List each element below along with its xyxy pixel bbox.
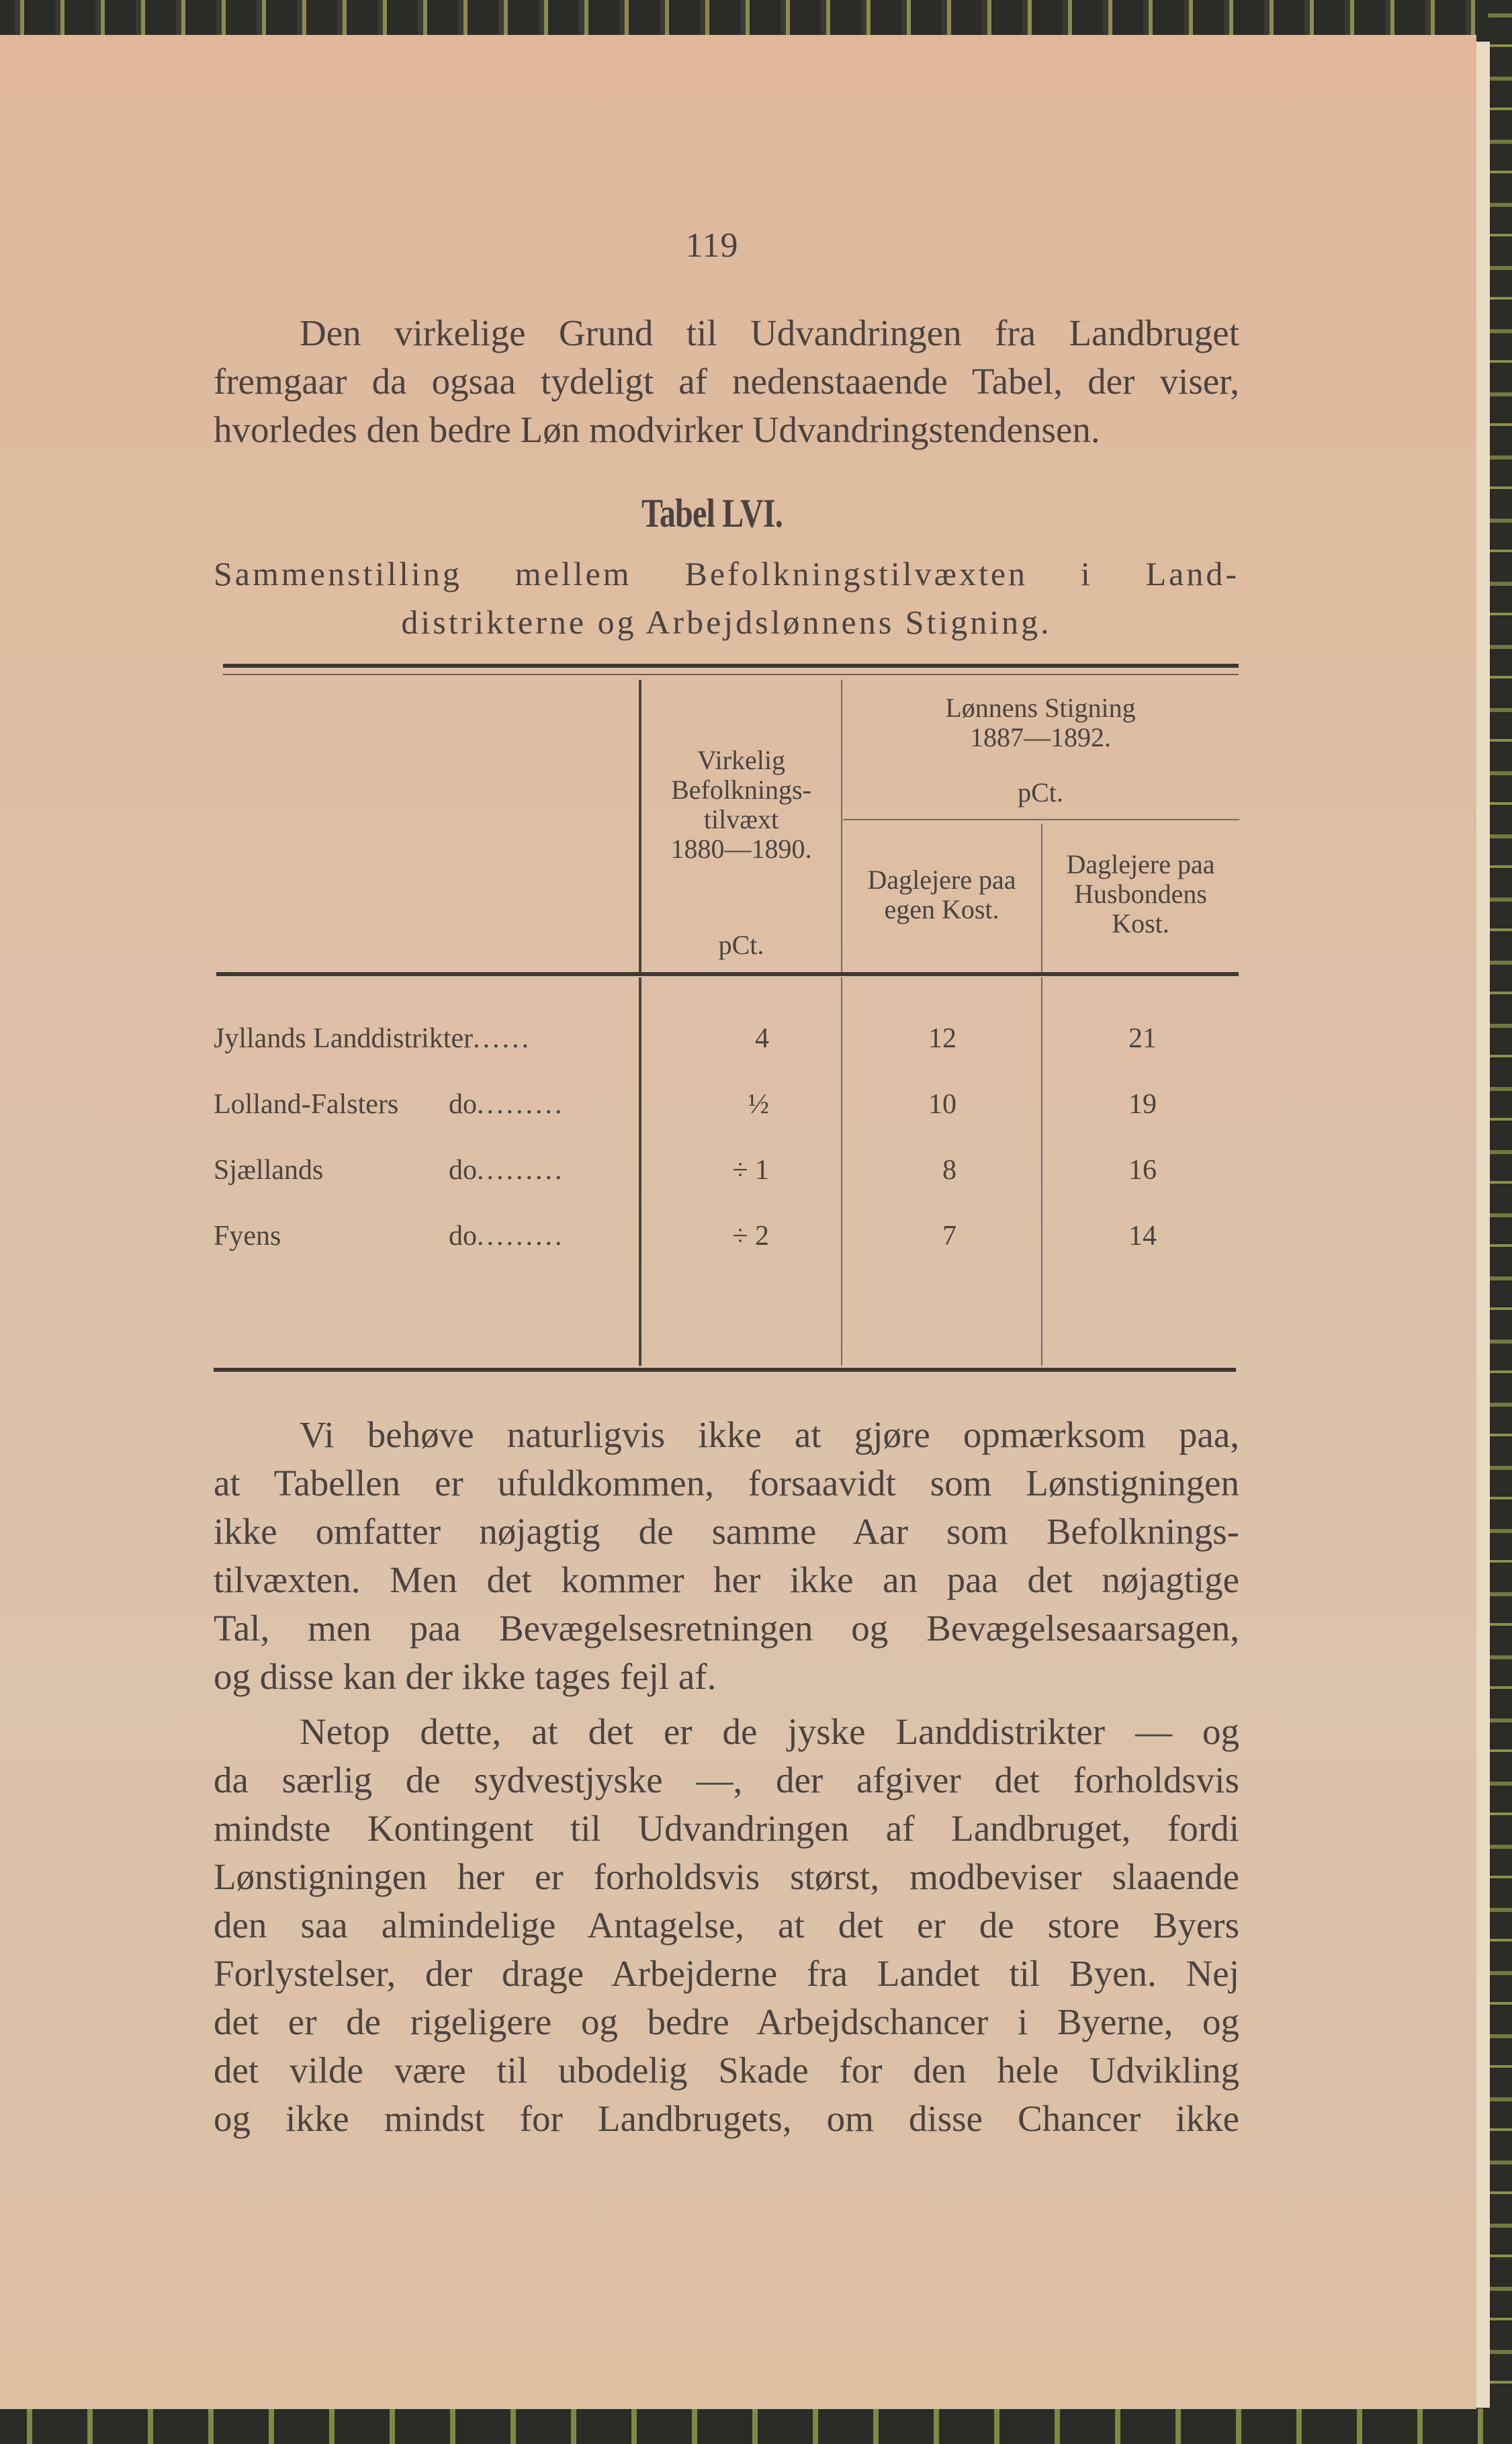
header-wage-own	[842, 865, 1041, 924]
cell-wage-master: 21	[1128, 1023, 1157, 1054]
header-text: Kost.	[1112, 908, 1169, 939]
header-text: 1887—1892.	[970, 722, 1111, 752]
wage-group-rule	[843, 819, 1239, 820]
text-line: at Tabellen er ufuldkommen, forsaavidt som Lønstigningen	[214, 1463, 1239, 1503]
header-population	[641, 746, 841, 864]
region-name: Sjællands	[214, 1155, 324, 1186]
paragraph-2	[214, 1411, 1239, 1701]
region-name: Lolland-Falsters	[214, 1089, 399, 1120]
text-line: den saa almindelige Antagelse, at det er de store Byers	[214, 1905, 1239, 1946]
text-line: og disse kan der ikke tages fejl af.	[214, 1656, 717, 1697]
header-text: Husbondens	[1074, 879, 1207, 909]
page-number: 119	[685, 226, 739, 265]
text-line: da særlig de sydvestjyske —, der afgiver det forholdsvis	[214, 1759, 1239, 1800]
text-line: Vi behøve naturligvis ikke at gjøre opmærksom paa,	[300, 1414, 1239, 1455]
header-text: 1880—1890.	[670, 834, 812, 864]
book-cover-bottom	[0, 2408, 1512, 2444]
table-bottom-rule	[214, 1368, 1236, 1372]
row-label	[214, 1154, 630, 1186]
header-population-unit: pCt.	[718, 930, 764, 960]
cell-population: 4	[755, 1023, 769, 1054]
header-text: tilvæxt	[703, 804, 779, 834]
text-line: tilvæxten. Men det kommer her ikke an paa det nøjagtige	[214, 1559, 1239, 1600]
header-text: egen Kost.	[884, 894, 999, 924]
header-bottom-rule	[216, 972, 1239, 976]
region-name: Jyllands Landdistrikter	[214, 1023, 474, 1054]
text-line: Tal, men paa Bevægelsesretningen og Bevægelsesaarsagen,	[214, 1608, 1239, 1649]
header-wage-unit: pCt.	[1018, 777, 1063, 808]
dot-leader: .........	[477, 1155, 565, 1186]
text-line: det vilde være til ubodelig Skade for den hele Udvikling	[214, 2050, 1239, 2091]
caption-line: distrikterne og Arbejdslønnens Stigning.	[401, 603, 1052, 641]
table-top-rule-thin	[223, 674, 1239, 675]
row-label	[214, 1088, 630, 1121]
row-label	[214, 1220, 630, 1252]
text-line: Netop dette, at det er de jyske Landdistrikter — og	[300, 1711, 1239, 1752]
book-cover-right	[1488, 0, 1512, 2444]
page-edge	[1474, 42, 1490, 2408]
cell-wage-own: 8	[942, 1155, 957, 1186]
cell-population: ÷ 2	[732, 1221, 769, 1252]
text-line: Den virkelige Grund til Udvandringen fra Landbruget	[300, 312, 1239, 353]
text-line: det er de rigeligere og bedre Arbejdschancer i Byerne, og	[214, 2001, 1239, 2042]
text-line: ikke omfatter nøjagtig de samme Aar som Befolknings-	[214, 1511, 1239, 1552]
cell-population: ÷ 1	[732, 1155, 769, 1186]
cell-wage-master: 19	[1128, 1089, 1157, 1120]
text-line: og ikke mindst for Landbrugets, om disse Chancer ikke	[214, 2098, 1239, 2139]
dot-leader: .........	[477, 1221, 565, 1252]
header-text: Daglejere paa	[867, 865, 1016, 895]
cell-wage-master: 16	[1128, 1155, 1157, 1186]
cell-wage-own: 10	[928, 1089, 957, 1120]
header-wage-group	[842, 693, 1239, 752]
region-name: Fyens	[214, 1221, 281, 1252]
ditto: do	[449, 1089, 477, 1120]
header-wage-master	[1042, 850, 1239, 939]
intro-paragraph	[214, 309, 1239, 454]
cell-wage-master: 14	[1128, 1221, 1157, 1252]
dot-leader: ......	[473, 1023, 532, 1054]
text-line: fremgaar da ogsaa tydeligt af nedenstaaende Tabel, der viser,	[214, 361, 1239, 402]
cell-wage-own: 12	[928, 1023, 957, 1054]
text-line: hvorledes den bedre Løn modvirker Udvandringstendensen.	[214, 409, 1100, 450]
paragraph-3	[214, 1708, 1239, 2143]
row-label	[214, 1022, 630, 1055]
caption-line: Sammenstilling mellem Befolkningstilvæxten i Land-	[214, 555, 1239, 593]
cell-wage-own: 7	[942, 1221, 957, 1252]
table-top-rule	[223, 664, 1239, 668]
header-text: Lønnens Stigning	[945, 693, 1136, 723]
text-line: Lønstigningen her er forholdsvis størst, modbeviser slaaende	[214, 1856, 1239, 1897]
book-cover-top	[0, 0, 1512, 37]
table-title: Tabel LVI.	[641, 491, 783, 535]
ditto: do	[449, 1221, 477, 1252]
dot-leader: .........	[477, 1089, 565, 1120]
text-line: Forlystelser, der drage Arbejderne fra Landet til Byen. Nej	[214, 1953, 1239, 1994]
header-text: Befolknings-	[671, 775, 811, 805]
header-text: Virkelig	[697, 745, 785, 775]
table-caption	[214, 550, 1239, 646]
ditto: do	[449, 1155, 477, 1186]
header-text: Daglejere paa	[1066, 849, 1215, 879]
text-line: mindste Kontingent til Udvandringen af Landbruget, fordi	[214, 1808, 1239, 1849]
cell-population-fraction: ½	[748, 1089, 769, 1120]
